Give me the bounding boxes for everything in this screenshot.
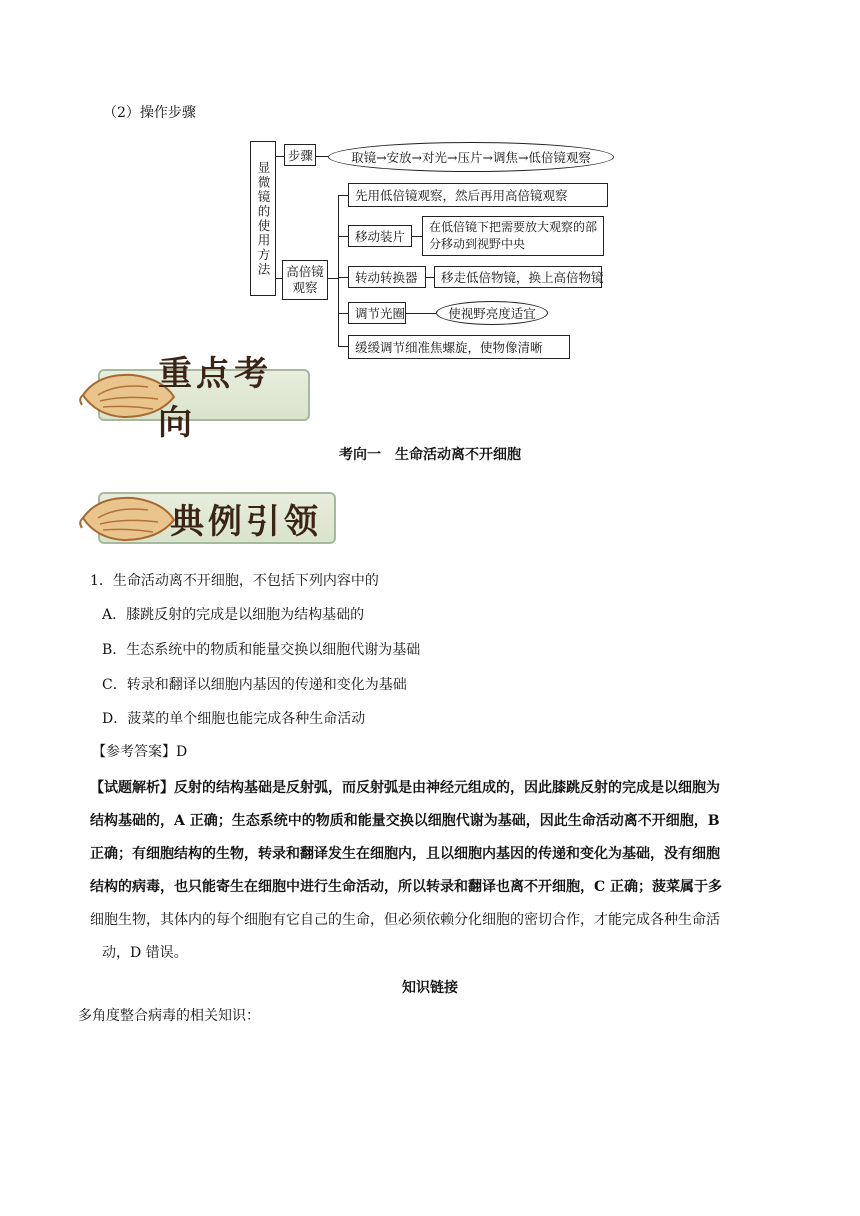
item-move-slide: 移动装片 [348, 225, 412, 247]
option-b: B．生态系统中的物质和能量交换以细胞代谢为基础 [102, 642, 421, 658]
reference-answer: 【参考答案】D [92, 744, 188, 760]
item-low-then-high: 先用低倍镜观察，然后再用高倍镜观察 [348, 183, 608, 207]
analysis-line: 结构基础的，A 正确；生态系统中的物质和能量交换以细胞代谢为基础，因此生命活动离不开细胞，B [90, 813, 720, 829]
high-power-box: 高倍镜观察 [282, 260, 328, 300]
item-brightness-oval: 使视野亮度适宜 [436, 301, 548, 325]
microscope-usage-diagram [250, 138, 615, 360]
item-move-slide-desc: 在低倍镜下把需要放大观察的部分移动到视野中央 [422, 216, 604, 256]
analysis-block [90, 772, 810, 970]
option-c: C．转录和翻译以细胞内基因的传递和变化为基础 [102, 677, 407, 693]
topic-heading: 考向一 生命活动离不开细胞 [339, 447, 521, 463]
section-title: （2）操作步骤 [103, 105, 196, 121]
analysis-line: 【试题解析】反射的结构基础是反射弧，而反射弧是由神经元组成的，因此膝跳反射的完成是以细胞为 [90, 780, 720, 796]
knowledge-heading: 知识链接 [402, 980, 458, 996]
option-a: A．膝跳反射的完成是以细胞为结构基础的 [102, 607, 365, 623]
analysis-line: 细胞生物，其体内的每个细胞有它自己的生命，但必须依赖分化细胞的密切合作，才能完成各种生命活 [90, 912, 720, 928]
typical-example-banner [78, 486, 336, 548]
banner-title: 典例引领 [170, 501, 322, 542]
root-box: 显微镜的使用方法 [250, 141, 276, 296]
key-direction-banner [78, 354, 310, 443]
item-rotate-desc: 移走低倍物镜，换上高倍物镜 [434, 266, 602, 288]
question-stem: 1．生命活动离不开细胞，不包括下列内容中的 [90, 573, 379, 589]
knowledge-intro: 多角度整合病毒的相关知识： [78, 1008, 260, 1024]
option-d: D．菠菜的单个细胞也能完成各种生命活动 [102, 711, 366, 727]
steps-flow-oval: 取镜→安放→对光→压片→调焦→低倍镜观察 [328, 142, 614, 172]
item-fine-focus: 缓缓调节细准焦螺旋，使物像清晰 [348, 335, 570, 359]
analysis-line: 正确；有细胞结构的生物，转录和翻译发生在细胞内，且以细胞内基因的传递和变化为基础，没有细胞 [90, 846, 720, 862]
analysis-line: 结构的病毒，也只能寄生在细胞中进行生命活动，所以转录和翻译也离不开细胞，C 正确；菠菜属于多 [90, 879, 723, 895]
item-adjust-diaphragm: 调节光圈 [348, 302, 406, 324]
analysis-line: 动，D 错误。 [102, 945, 188, 961]
steps-box: 步骤 [284, 144, 316, 166]
banner-title: 重点考向 [158, 354, 272, 443]
item-rotate-nosepiece: 转动转换器 [348, 266, 426, 288]
